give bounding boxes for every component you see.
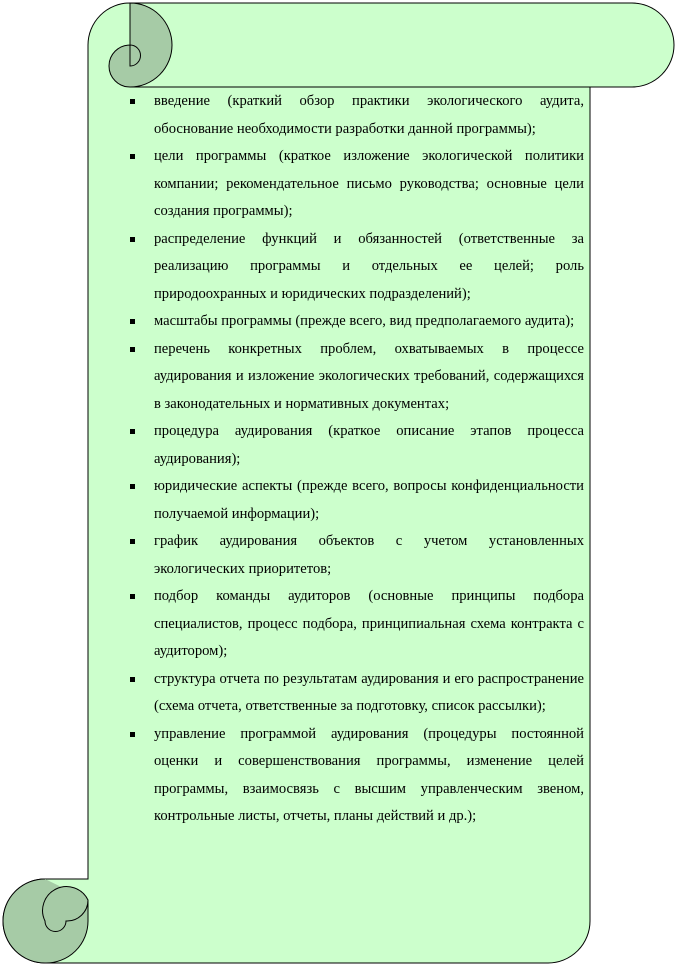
bullet-icon: [130, 732, 135, 737]
bullet-icon: [130, 484, 135, 489]
list-item-text: перечень конкретных проблем, охватываемых в процессе аудирования и изложение экологических требований, содержащихся в законодательных и нормативных документах;: [154, 340, 584, 412]
list-item: [130, 226, 584, 309]
list-item: [130, 308, 584, 336]
list-item: [130, 528, 584, 583]
list-item: [130, 418, 584, 473]
bullet-icon: [130, 429, 135, 434]
list-item: [130, 721, 584, 831]
bullet-icon: [130, 677, 135, 682]
bullet-icon: [130, 319, 135, 324]
bottom-curl: [3, 879, 88, 963]
list-item-text: график аудирования объектов с учетом установленных экологических приоритетов;: [154, 533, 584, 577]
list-item-text: структура отчета по результатам аудирования и его распространение (схема отчета, ответственные за подготовку, список рассылки);: [154, 670, 584, 714]
program-items-list: [130, 88, 584, 831]
list-item-text: управление программой аудирования (процедуры постоянной оценки и совершенствования программы, изменение целей программы, взаимосвязь с высшим управленческим звеном, контрольные листы, отчеты, планы действий и др.);: [154, 725, 584, 824]
list-item-text: цели программы (краткое изложение экологической политики компании; рекомендательное письмо руководства; основные цели создания программы);: [154, 148, 584, 219]
list-item-text: процедура аудирования (краткое описание этапов процесса аудирования);: [154, 423, 584, 467]
list-item-text: введение (краткий обзор практики экологического аудита, обоснование необходимости разработки данной программы);: [154, 93, 584, 137]
list-item: [130, 88, 584, 143]
bullet-icon: [130, 154, 135, 159]
list-item: [130, 473, 584, 528]
list-item-text: юридические аспекты (прежде всего, вопросы конфиденциальности получаемой информации);: [154, 478, 584, 522]
bullet-icon: [130, 237, 135, 242]
list-item-text: распределение функций и обязанностей (ответственные за реализацию программы и отдельных ее целей; роль природоохранных и юридических подразделений);: [154, 230, 584, 302]
bullet-icon: [130, 539, 135, 544]
bullet-icon: [130, 347, 135, 352]
bullet-icon: [130, 99, 135, 104]
list-item-text: подбор команды аудиторов (основные принципы подбора специалистов, процесс подбора, принципиальная схема контракта с аудитором);: [154, 588, 584, 659]
list-item-text: масштабы программы (прежде всего, вид предполагаемого аудита);: [154, 313, 575, 329]
scroll-content: [130, 88, 584, 831]
bullet-icon: [130, 594, 135, 599]
list-item: [130, 583, 584, 666]
list-item: [130, 666, 584, 721]
list-item: [130, 143, 584, 226]
list-item: [130, 336, 584, 419]
